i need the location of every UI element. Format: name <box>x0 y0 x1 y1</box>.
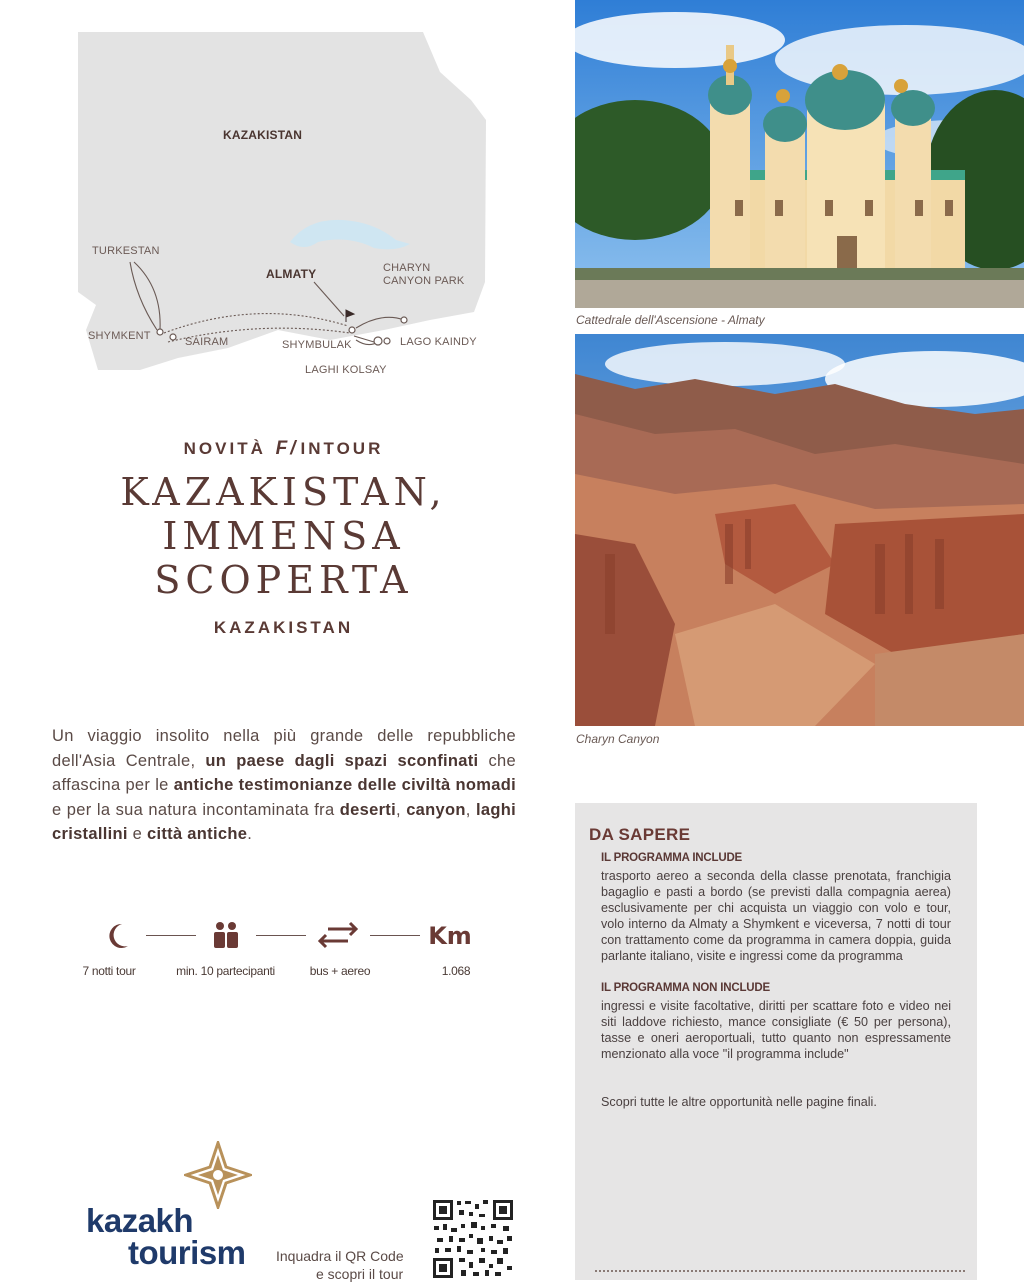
intro-text: e per la sua natura incontaminata fra <box>52 800 340 819</box>
map-label-almaty: ALMATY <box>266 267 317 281</box>
intro-paragraph <box>52 724 516 847</box>
intro-text: , <box>465 800 476 819</box>
more-info-text: Scopri tutte le altre opportunità nelle pagine finali. <box>601 1095 877 1109</box>
intro-text: . <box>247 825 253 843</box>
intro-text: , <box>395 800 407 819</box>
intro-bold: città antiche <box>147 825 248 843</box>
stat-divider <box>256 935 306 936</box>
page-title <box>0 470 567 602</box>
map-label-shymkent: SHYMKENT <box>88 330 151 342</box>
map-label-charyn-park: CANYON PARK <box>383 275 465 287</box>
title-line-2: IMMENSA <box>162 514 405 558</box>
map-country-label: KAZAKISTAN <box>223 128 303 142</box>
stat-divider <box>370 935 420 936</box>
map-label-sairam: SAIRAM <box>185 336 229 348</box>
kicker-intour: INTOUR <box>300 439 384 458</box>
title-line-1: KAZAKISTAN, <box>120 470 447 514</box>
intro-bold: antiche testimonianze delle civiltà nomadi <box>173 776 516 794</box>
people-icon <box>196 918 256 954</box>
map-label-kolsay: LAGHI KOLSAY <box>305 364 387 375</box>
intro-text: Un viaggio insolito nella più grande delle repubbliche dell'Asia Centrale, <box>52 727 516 770</box>
photo-charyn-canyon <box>575 334 1024 726</box>
transfer-arrows-icon <box>308 918 368 954</box>
kazakh-tourism-star-icon <box>184 1141 252 1209</box>
exclude-text: ingressi e visite facoltative, diritti per scattare foto e video nei siti laddove richiesto, mance consigliate (€ 50 per persona), tasse e oneri aeroportuali, tutto quanto non espressamente menzionato alla voce "il programma include" <box>601 999 951 1061</box>
qr-caption-line2: e scopri il tour <box>316 1266 404 1282</box>
kicker <box>0 438 567 460</box>
stat-divider <box>146 935 196 936</box>
intro-text: e <box>127 825 147 843</box>
intro-bold: deserti <box>339 800 396 819</box>
kicker-novita: NOVITÀ <box>183 439 266 458</box>
map-label-shymbulak: SHYMBULAK <box>282 339 352 351</box>
info-box-title: DA SAPERE <box>589 825 691 844</box>
stat-label-transport: bus + aereo <box>309 964 371 978</box>
intro-bold: laghi cristallini <box>52 800 516 843</box>
qr-code[interactable] <box>431 1198 515 1280</box>
exclude-heading: IL PROGRAMMA NON INCLUDE <box>601 982 770 994</box>
route-map <box>78 30 488 375</box>
intro-bold: un paese dagli spazi sconfinati <box>205 751 479 770</box>
stat-label-nights: 7 notti tour <box>82 964 136 978</box>
qr-caption-line1: Inquadra il QR Code <box>276 1248 404 1264</box>
include-heading: IL PROGRAMMA INCLUDE <box>601 852 743 864</box>
photo-caption-cathedral: Cattedrale dell'Ascensione - Almaty <box>576 313 765 327</box>
intro-bold: canyon <box>406 800 466 819</box>
dotted-divider <box>595 1270 965 1272</box>
photo-caption-canyon: Charyn Canyon <box>576 732 660 746</box>
include-text: trasporto aereo a seconda della classe prenotata, franchigia bagaglio e pasti a bordo (se previsti dalla compagnia aerea) esclusivamente per chi acquista un viaggio con volo e tour, volo interno da Almaty a Shymkent e viceversa, 7 notti di tour con trattamento come da programma in camera doppia, guida parlante italiano, visite e ingressi come da programma <box>601 869 951 963</box>
intro-text: che affascina per le <box>52 751 516 794</box>
kazakh-tourism-logo-line1: kazakh <box>86 1202 194 1239</box>
frigerio-logo-mark: F/ <box>275 438 299 459</box>
photo-cathedral-almaty <box>575 0 1024 308</box>
map-label-turkestan: TURKESTAN <box>92 245 160 257</box>
stat-label-participants: min. 10 partecipanti <box>176 964 275 978</box>
map-label-charyn: CHARYN <box>383 262 431 274</box>
map-land <box>78 32 486 370</box>
moon-icon <box>86 918 146 954</box>
kazakh-tourism-logo-line2: tourism <box>128 1234 246 1271</box>
map-label-kaindy: LAGO KAINDY <box>400 336 477 348</box>
title-line-3: SCOPERTA <box>154 558 413 602</box>
stat-label-km: 1.068 <box>441 964 471 978</box>
page-subtitle: KAZAKISTAN <box>213 618 354 637</box>
km-icon: Km <box>428 922 472 950</box>
